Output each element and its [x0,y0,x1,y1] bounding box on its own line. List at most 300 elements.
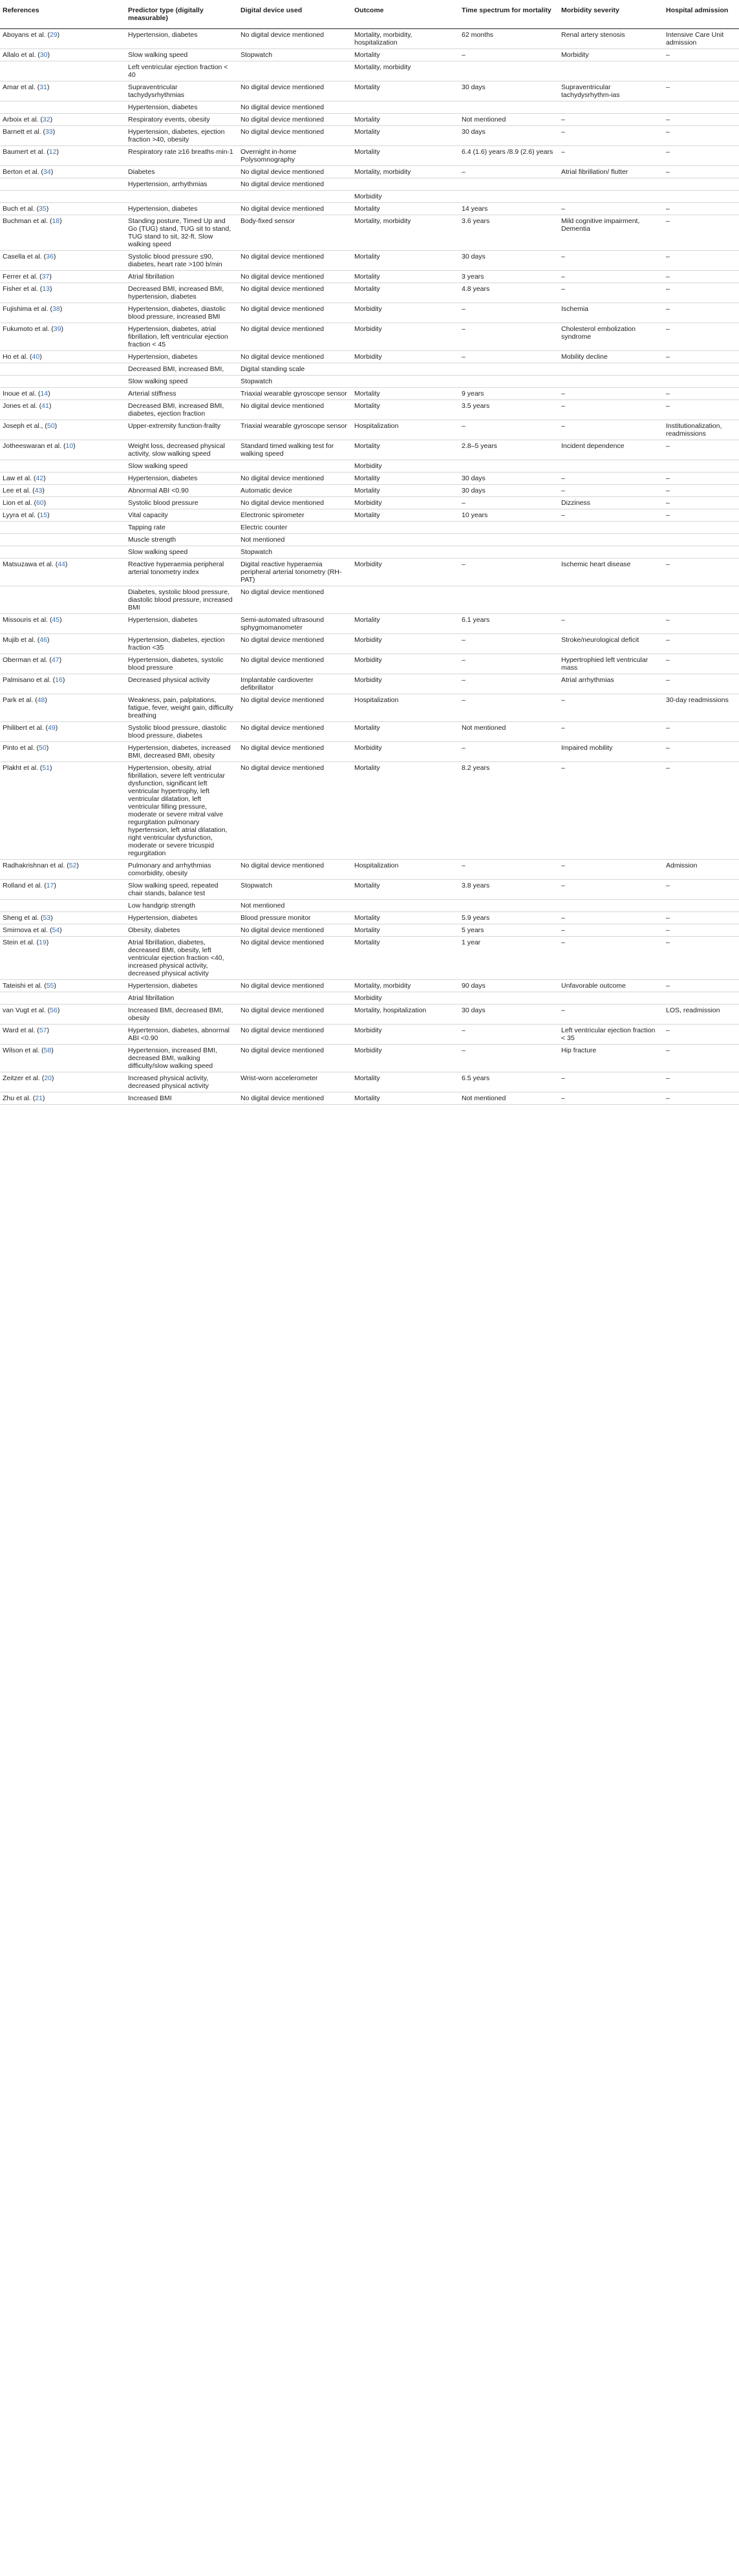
table-row [0,522,739,534]
admission-cell: – [663,49,739,61]
admission-cell: – [663,351,739,363]
table-row [0,1005,739,1025]
device-cell: Triaxial wearable gyroscope sensor [238,420,352,440]
device-cell: Body-fixed sensor [238,215,352,251]
time-cell: 1 year [459,937,559,980]
reference-author: Oberman et al. [3,656,48,664]
admission-cell: – [663,146,739,166]
predictor-cell: Upper-extremity function-frailty [125,420,238,440]
citation-link[interactable]: 13 [42,285,50,293]
admission-cell [663,900,739,912]
reference-author: Palmisano et al. [3,676,51,684]
reference-cell [0,460,125,473]
reference-author: Plakht et al. [3,764,38,772]
citation-link[interactable]: 40 [32,353,40,361]
outcome-cell: Mortality [352,880,459,900]
device-cell: No digital device mentioned [238,1092,352,1105]
citation-link[interactable]: 43 [34,487,43,495]
citation-link[interactable]: 60 [36,499,44,507]
outcome-cell: Mortality [352,614,459,634]
outcome-cell: Mortality [352,49,459,61]
reference-cell: Sheng et al. (53) [0,912,125,924]
time-cell: 3.5 years [459,400,559,420]
reference-cell: Aboyans et al. (29) [0,29,125,49]
table-row [0,283,739,303]
time-cell: 5.9 years [459,912,559,924]
time-cell [459,101,559,114]
morbidity-cell [559,178,663,191]
morbidity-cell: – [559,762,663,860]
outcome-cell: Mortality [352,400,459,420]
reference-author: Joseph et al., [3,422,43,430]
reference-author: Pinto et al. [3,744,35,752]
reference-author: Jotheeswaran et al. [3,442,62,450]
outcome-cell: Morbidity [352,191,459,203]
morbidity-cell: Cholesterol embolization syndrome [559,323,663,351]
table-row [0,440,739,460]
outcome-cell: Hospitalization [352,860,459,880]
device-cell: No digital device mentioned [238,271,352,283]
device-cell: Wrist-worn accelerometer [238,1072,352,1092]
time-cell: 4.8 years [459,283,559,303]
reference-cell: Zeitzer et al. (20) [0,1072,125,1092]
time-cell [459,534,559,546]
device-cell: No digital device mentioned [238,323,352,351]
outcome-cell [352,900,459,912]
morbidity-cell: Atrial arrhythmias [559,674,663,694]
table-row [0,912,739,924]
header-time-spectrum: Time spectrum for mortality [459,0,559,29]
outcome-cell: Mortality, morbidity [352,61,459,81]
reference-cell: Missouris et al. (45) [0,614,125,634]
outcome-cell [352,178,459,191]
citation-link[interactable]: 36 [46,253,54,261]
predictor-cell: Hypertension, obesity, atrial fibrillation, severe left ventricular dysfunction, significant left ventricular hypertrophy, left ventricular dilatation, left ventricular filling pressure, moderate or severe mitral valve regurgitation pulmonary hypertension, left atrial dilatation, right ventricular dysfunction, moderate or severe tricuspid regurgitation [125,762,238,860]
morbidity-cell [559,900,663,912]
reference-cell [0,191,125,203]
citation-link[interactable]: 50 [47,422,55,430]
reference-author: Mujib et al. [3,636,36,644]
reference-cell: Baumert et al. (12) [0,146,125,166]
outcome-cell: Hospitalization [352,694,459,722]
time-cell: Not mentioned [459,1092,559,1105]
table-row [0,880,739,900]
table-row [0,1025,739,1045]
morbidity-cell [559,586,663,614]
table-row [0,191,739,203]
citation-link[interactable]: 46 [39,636,47,644]
reference-cell [0,101,125,114]
admission-cell [663,101,739,114]
morbidity-cell: Impaired mobility [559,742,663,762]
morbidity-cell: – [559,388,663,400]
table-row [0,460,739,473]
device-cell: Not mentioned [238,534,352,546]
time-cell: 5 years [459,924,559,937]
device-cell [238,992,352,1005]
time-cell: – [459,559,559,586]
table-row [0,363,739,376]
reference-author: Baumert et al. [3,148,45,156]
table-row [0,271,739,283]
reference-cell [0,900,125,912]
citation-link[interactable]: 17 [46,882,54,889]
admission-cell: – [663,614,739,634]
admission-cell [663,546,739,559]
citation-link[interactable]: 52 [69,862,77,869]
admission-cell: – [663,400,739,420]
morbidity-cell: – [559,400,663,420]
citation-link[interactable]: 15 [39,511,48,519]
reference-cell: Barnett et al. (33) [0,126,125,146]
time-cell: 6.4 (1.6) years /8.9 (2.6) years [459,146,559,166]
morbidity-cell: Stroke/neurological deficit [559,634,663,654]
outcome-cell: Mortality [352,924,459,937]
morbidity-cell: – [559,271,663,283]
reference-cell: Fisher et al. (13) [0,283,125,303]
predictor-cell: Slow walking speed [125,49,238,61]
table-row [0,497,739,509]
table-row [0,722,739,742]
predictor-cell: Slow walking speed [125,546,238,559]
citation-link[interactable]: 58 [43,1047,52,1054]
time-cell: 6.1 years [459,614,559,634]
citation-link[interactable]: 16 [55,676,63,684]
citation-link[interactable]: 56 [50,1006,58,1014]
reference-cell: Rolland et al. (17) [0,880,125,900]
citation-link[interactable]: 49 [48,724,56,732]
morbidity-cell [559,363,663,376]
citation-link[interactable]: 10 [65,442,74,450]
outcome-cell: Morbidity [352,323,459,351]
time-cell: 62 months [459,29,559,49]
citation-link[interactable]: 35 [39,205,47,213]
device-cell: No digital device mentioned [238,742,352,762]
table-row [0,146,739,166]
citation-link[interactable]: 12 [48,148,57,156]
citation-link[interactable]: 21 [35,1094,43,1102]
header-row [0,0,739,29]
morbidity-cell: Mild cognitive impairment, Dementia [559,215,663,251]
table-row [0,634,739,654]
device-cell: Blood pressure monitor [238,912,352,924]
citation-link[interactable]: 39 [53,325,61,333]
time-cell: 2.8–5 years [459,440,559,460]
time-cell: – [459,674,559,694]
device-cell: Digital standing scale [238,363,352,376]
device-cell: Stopwatch [238,546,352,559]
outcome-cell [352,522,459,534]
device-cell: Standard timed walking test for walking speed [238,440,352,460]
time-cell [459,178,559,191]
device-cell: Electric counter [238,522,352,534]
reference-cell: Lyyra et al. (15) [0,509,125,522]
device-cell: No digital device mentioned [238,178,352,191]
citation-link[interactable]: 37 [41,273,50,281]
predictor-cell: Increased BMI [125,1092,238,1105]
predictor-cell: Hypertension, diabetes, ejection fraction <35 [125,634,238,654]
citation-link[interactable]: 19 [39,939,47,946]
citation-link[interactable]: 29 [49,31,58,39]
table-row [0,614,739,634]
reference-cell: Joseph et al., (50) [0,420,125,440]
citation-link[interactable]: 55 [46,982,54,990]
time-cell [459,376,559,388]
reference-cell: Lion et al. (60) [0,497,125,509]
predictor-cell: Slow walking speed [125,460,238,473]
reference-cell: Buchman et al. (18) [0,215,125,251]
outcome-cell: Mortality, hospitalization [352,1005,459,1025]
admission-cell: – [663,924,739,937]
morbidity-cell [559,992,663,1005]
device-cell: Triaxial wearable gyroscope sensor [238,388,352,400]
device-cell: No digital device mentioned [238,166,352,178]
device-cell: No digital device mentioned [238,722,352,742]
device-cell [238,460,352,473]
table-row [0,81,739,101]
morbidity-cell: Mobility decline [559,351,663,363]
admission-cell [663,992,739,1005]
predictor-cell: Hypertension, diabetes, atrial fibrillation, left ventricular ejection fraction < 45 [125,323,238,351]
citation-link[interactable]: 30 [39,51,48,59]
admission-cell: – [663,283,739,303]
outcome-cell: Mortality [352,146,459,166]
reference-author: van Vugt et al. [3,1006,46,1014]
morbidity-cell: Hypertrophied left ventricular mass [559,654,663,674]
device-cell: No digital device mentioned [238,114,352,126]
admission-cell: – [663,166,739,178]
predictor-cell: Obesity, diabetes [125,924,238,937]
citation-link[interactable]: 32 [42,116,50,123]
citation-link[interactable]: 34 [43,168,51,176]
predictor-cell: Supraventricular tachydysrhythmias [125,81,238,101]
outcome-cell: Morbidity [352,992,459,1005]
outcome-cell: Morbidity [352,460,459,473]
citation-link[interactable]: 42 [36,474,44,482]
outcome-cell [352,546,459,559]
time-cell: 30 days [459,126,559,146]
reference-author: Tateishi et al. [3,982,43,990]
reference-cell: Ward et al. (57) [0,1025,125,1045]
morbidity-cell: Morbidity [559,49,663,61]
reference-cell: Buch et al. (35) [0,203,125,215]
table-body [0,29,739,1105]
morbidity-cell: – [559,924,663,937]
outcome-cell: Mortality [352,485,459,497]
morbidity-cell [559,101,663,114]
citation-link[interactable]: 54 [52,926,60,934]
reference-cell [0,178,125,191]
device-cell: No digital device mentioned [238,283,352,303]
morbidity-cell: – [559,283,663,303]
reference-cell: Jotheeswaran et al. (10) [0,440,125,460]
citation-link[interactable]: 41 [41,402,49,410]
predictor-cell: Left ventricular ejection fraction < 40 [125,61,238,81]
morbidity-cell: – [559,880,663,900]
table-row [0,351,739,363]
reference-cell: Philibert et al. (49) [0,722,125,742]
reference-author: Aboyans et al. [3,31,46,39]
table-row [0,49,739,61]
device-cell: Digital reactive hyperaemia peripheral arterial tonometry (RH-PAT) [238,559,352,586]
reference-cell: Ferrer et al. (37) [0,271,125,283]
citation-link[interactable]: 44 [58,560,65,568]
reference-cell: Jones et al. (41) [0,400,125,420]
citation-link[interactable]: 50 [39,744,47,752]
reference-author: Zhu et al. [3,1094,31,1102]
predictor-cell: Hypertension, diabetes [125,980,238,992]
device-cell: No digital device mentioned [238,351,352,363]
citation-link[interactable]: 47 [51,656,59,664]
outcome-cell: Mortality [352,114,459,126]
device-cell: No digital device mentioned [238,29,352,49]
admission-cell: – [663,303,739,323]
device-cell: No digital device mentioned [238,81,352,101]
time-cell: – [459,497,559,509]
reference-cell: Zhu et al. (21) [0,1092,125,1105]
citation-link[interactable]: 31 [39,83,47,91]
predictor-cell: Muscle strength [125,534,238,546]
reference-cell [0,363,125,376]
citation-link[interactable]: 14 [40,390,48,398]
outcome-cell: Mortality [352,912,459,924]
time-cell [459,61,559,81]
reference-author: Stein et al. [3,939,35,946]
morbidity-cell: – [559,722,663,742]
outcome-cell: Mortality [352,81,459,101]
table-row [0,559,739,586]
predictor-cell: Hypertension, diabetes [125,351,238,363]
morbidity-cell: – [559,126,663,146]
time-cell: 90 days [459,980,559,992]
outcome-cell: Mortality [352,722,459,742]
morbidity-cell: – [559,509,663,522]
citation-link[interactable]: 57 [39,1027,47,1034]
predictor-cell: Hypertension, diabetes [125,614,238,634]
reference-author: Allalo et al. [3,51,36,59]
outcome-cell: Morbidity [352,1045,459,1072]
header-predictor-type: Predictor type (digitally measurable) [125,0,238,29]
predictor-cell: Diabetes [125,166,238,178]
citation-link[interactable]: 45 [52,616,60,624]
admission-cell: – [663,1045,739,1072]
device-cell: No digital device mentioned [238,101,352,114]
reference-cell [0,61,125,81]
device-cell: Semi-automated ultrasound sphygmomanometer [238,614,352,634]
admission-cell: LOS, readmission [663,1005,739,1025]
outcome-cell: Morbidity [352,351,459,363]
device-cell [238,61,352,81]
reference-cell [0,992,125,1005]
device-cell: No digital device mentioned [238,924,352,937]
predictor-cell: Pulmonary and arrhythmias comorbidity, obesity [125,860,238,880]
reference-cell: Plakht et al. (51) [0,762,125,860]
reference-cell [0,522,125,534]
citation-link[interactable]: 33 [45,128,53,136]
morbidity-cell: – [559,420,663,440]
table-row [0,29,739,49]
reference-cell: Casella et al. (36) [0,251,125,271]
admission-cell: – [663,722,739,742]
table-row [0,400,739,420]
table-row [0,509,739,522]
morbidity-cell: – [559,860,663,880]
time-cell [459,191,559,203]
table-row [0,420,739,440]
reference-author: Fujishima et al. [3,305,48,313]
outcome-cell: Mortality [352,1092,459,1105]
header-outcome: Outcome [352,0,459,29]
table-row [0,980,739,992]
citation-link[interactable]: 38 [52,305,60,313]
citation-link[interactable]: 20 [44,1074,52,1082]
device-cell: No digital device mentioned [238,860,352,880]
morbidity-cell: – [559,203,663,215]
outcome-cell [352,101,459,114]
admission-cell: – [663,323,739,351]
outcome-cell: Morbidity [352,303,459,323]
predictor-cell: Hypertension, diabetes [125,29,238,49]
outcome-cell: Mortality, morbidity [352,215,459,251]
time-cell [459,460,559,473]
time-cell: 9 years [459,388,559,400]
time-cell: – [459,634,559,654]
admission-cell: – [663,126,739,146]
reference-cell: Allalo et al. (30) [0,49,125,61]
device-cell: No digital device mentioned [238,654,352,674]
table-row [0,546,739,559]
citation-link[interactable]: 48 [37,696,45,704]
predictor-cell: Hypertension, diabetes [125,101,238,114]
reference-author: Ho et al. [3,353,28,361]
predictor-cell: Arterial stiffness [125,388,238,400]
predictor-cell: Systolic blood pressure, diastolic blood pressure, diabetes [125,722,238,742]
morbidity-cell [559,191,663,203]
predictor-cell: Low handgrip strength [125,900,238,912]
citation-link[interactable]: 18 [52,217,60,225]
reference-author: Law et al. [3,474,32,482]
table-row [0,303,739,323]
time-cell: – [459,860,559,880]
admission-cell: – [663,81,739,101]
admission-cell: – [663,388,739,400]
predictor-cell: Hypertension, increased BMI, decreased BMI, walking difficulty/slow walking speed [125,1045,238,1072]
time-cell: 14 years [459,203,559,215]
morbidity-cell: Unfavorable outcome [559,980,663,992]
outcome-cell [352,363,459,376]
reference-author: Barnett et al. [3,128,41,136]
reference-author: Arboix et al. [3,116,39,123]
citation-link[interactable]: 51 [42,764,50,772]
morbidity-cell [559,460,663,473]
admission-cell [663,586,739,614]
admission-cell: – [663,440,739,460]
table-row [0,178,739,191]
reference-cell: Law et al. (42) [0,473,125,485]
time-cell: – [459,654,559,674]
admission-cell: – [663,1025,739,1045]
time-cell: 30 days [459,473,559,485]
morbidity-cell [559,522,663,534]
reference-author: Inoue et al. [3,390,36,398]
outcome-cell: Mortality [352,271,459,283]
table-row [0,586,739,614]
admission-cell: – [663,251,739,271]
reference-cell: Mujib et al. (46) [0,634,125,654]
citation-link[interactable]: 53 [43,914,51,922]
morbidity-cell: Left ventricular ejection fraction < 35 [559,1025,663,1045]
reference-cell: Inoue et al. (14) [0,388,125,400]
